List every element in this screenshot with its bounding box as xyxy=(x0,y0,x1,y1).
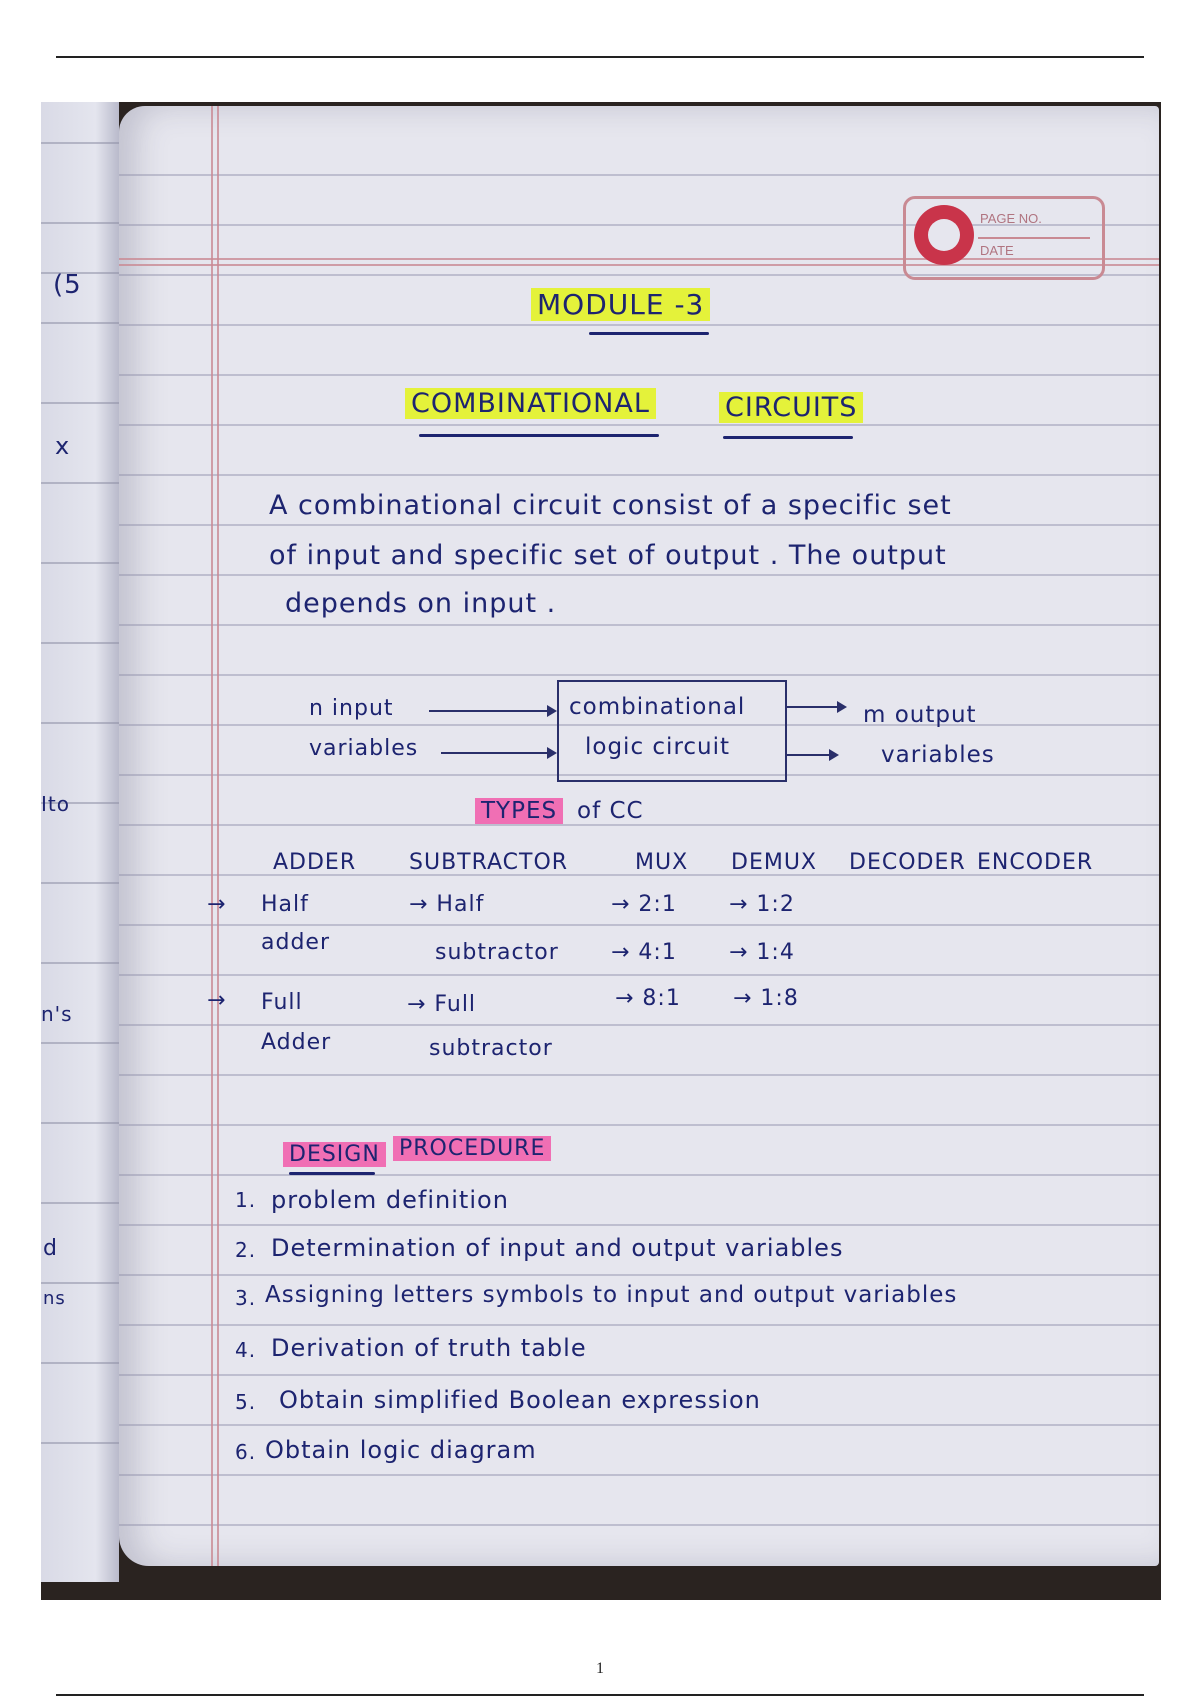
margin-mark: x xyxy=(55,432,71,460)
margin-mark: Ito xyxy=(41,792,70,816)
design-step-num: 3. xyxy=(235,1286,257,1310)
heading-combinational: COMBINATIONAL xyxy=(405,388,656,419)
design-step-num: 4. xyxy=(235,1338,257,1362)
margin-mark: ns xyxy=(43,1288,66,1309)
margin-line xyxy=(211,106,213,1566)
output-variables-label: variables xyxy=(881,742,995,768)
types-cell: Adder xyxy=(261,1030,332,1055)
notebook-photo xyxy=(41,102,1161,1600)
output-arrow xyxy=(785,706,845,708)
types-row-arrow: → xyxy=(207,892,227,917)
types-column: SUBTRACTOR xyxy=(409,850,569,875)
types-heading: TYPES xyxy=(475,798,563,824)
input-arrow xyxy=(441,752,555,754)
margin-mark: (5 xyxy=(53,270,82,300)
design-step-text: Obtain logic diagram xyxy=(265,1436,537,1464)
types-cell: subtractor xyxy=(429,1036,553,1061)
design-step-text: problem definition xyxy=(271,1186,509,1214)
date-label: DATE xyxy=(980,243,1014,258)
box-label-1: combinational xyxy=(569,694,746,720)
margin-line xyxy=(217,106,219,1566)
definition-line-3: depends on input . xyxy=(285,588,557,619)
design-step-num: 2. xyxy=(235,1238,257,1262)
types-column: ADDER xyxy=(273,850,357,875)
types-cell: → Half xyxy=(409,892,485,917)
design-step-text: Obtain simplified Boolean expression xyxy=(279,1386,761,1414)
types-cell: → 2:1 xyxy=(611,892,677,917)
design-step-text: Assigning letters symbols to input and output variables xyxy=(265,1282,958,1308)
margin-mark: d xyxy=(43,1236,58,1261)
design-step-text: Determination of input and output variables xyxy=(271,1234,844,1262)
types-cell: → 8:1 xyxy=(615,986,681,1011)
output-label: m output xyxy=(863,702,977,728)
page-number: 1 xyxy=(596,1660,604,1677)
left-page-edge xyxy=(41,102,119,1582)
margin-mark: n's xyxy=(41,1002,73,1026)
types-cell: subtractor xyxy=(435,940,559,965)
input-label: n input xyxy=(309,696,394,721)
module-title: MODULE -3 xyxy=(531,288,710,321)
input-variables-label: variables xyxy=(309,736,419,761)
types-cell: → 1:8 xyxy=(733,986,799,1011)
box-label-2: logic circuit xyxy=(585,734,731,760)
page-date-stamp xyxy=(903,196,1105,280)
logic-circuit-box xyxy=(557,680,787,782)
procedure-heading: PROCEDURE xyxy=(393,1136,551,1161)
types-row-arrow: → xyxy=(207,988,227,1013)
definition-line-2: of input and specific set of output . The output xyxy=(269,540,947,571)
pen-logo-icon xyxy=(914,205,974,265)
types-heading-rest: of CC xyxy=(577,798,644,824)
design-step-num: 1. xyxy=(235,1188,257,1212)
types-cell: → 4:1 xyxy=(611,940,677,965)
types-column: DEMUX xyxy=(731,850,817,875)
types-cell: → Full xyxy=(407,992,477,1017)
heading-circuits: CIRCUITS xyxy=(719,392,863,423)
types-cell: Full xyxy=(261,990,303,1015)
design-step-num: 6. xyxy=(235,1440,257,1464)
output-arrow xyxy=(785,754,837,756)
design-heading: DESIGN xyxy=(283,1142,386,1167)
types-cell: → 1:2 xyxy=(729,892,795,917)
notebook-page xyxy=(119,106,1159,1566)
types-column: ENCODER xyxy=(977,850,1094,875)
bottom-rule xyxy=(56,1694,1144,1696)
design-step-text: Derivation of truth table xyxy=(271,1334,587,1362)
types-cell: Half xyxy=(261,892,309,917)
types-cell: adder xyxy=(261,930,330,955)
types-cell: → 1:4 xyxy=(729,940,795,965)
design-step-num: 5. xyxy=(235,1390,257,1414)
types-column: MUX xyxy=(635,850,689,875)
page-no-label: PAGE NO. xyxy=(980,211,1042,226)
types-column: DECODER xyxy=(849,850,966,875)
input-arrow xyxy=(429,710,555,712)
top-rule xyxy=(56,56,1144,58)
definition-line-1: A combinational circuit consist of a specific set xyxy=(269,490,952,521)
